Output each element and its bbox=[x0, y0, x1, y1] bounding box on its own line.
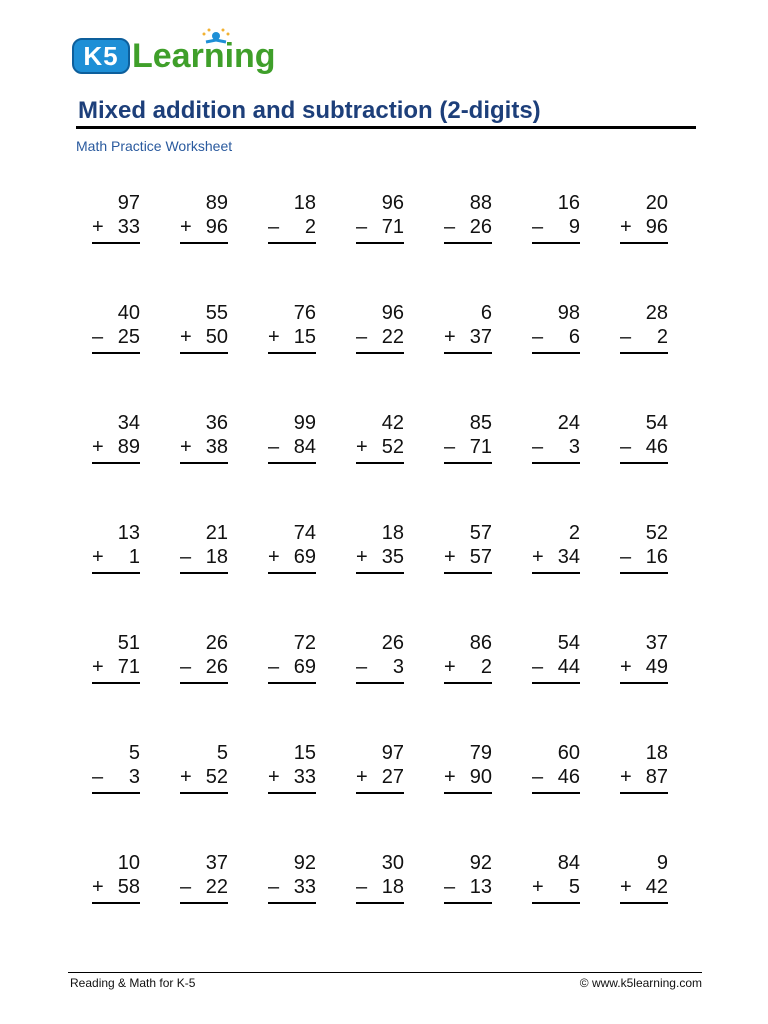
problem bbox=[92, 521, 140, 581]
answer-line bbox=[92, 242, 140, 244]
problem-operator: – bbox=[532, 436, 544, 458]
problem-bottom-number: 90 bbox=[469, 766, 492, 788]
answer-line bbox=[92, 572, 140, 574]
problem-operator: + bbox=[356, 546, 368, 568]
problem-bottom-number: 33 bbox=[117, 216, 140, 238]
answer-line bbox=[356, 352, 404, 354]
problem-operator: + bbox=[92, 546, 104, 568]
problem bbox=[620, 631, 668, 691]
problem bbox=[268, 191, 316, 251]
problem bbox=[268, 411, 316, 471]
problem-bottom-number: 87 bbox=[645, 766, 668, 788]
problem bbox=[92, 411, 140, 471]
answer-line bbox=[356, 902, 404, 904]
problem-operator: – bbox=[356, 656, 368, 678]
problem-bottom-number: 84 bbox=[293, 436, 316, 458]
answer-line bbox=[92, 462, 140, 464]
answer-line bbox=[268, 352, 316, 354]
problem-top-number: 16 bbox=[557, 192, 580, 214]
problem-operator: + bbox=[444, 656, 456, 678]
problem-bottom-number: 71 bbox=[381, 216, 404, 238]
answer-line bbox=[532, 572, 580, 574]
answer-line bbox=[620, 352, 668, 354]
answer-line bbox=[620, 682, 668, 684]
problem-top-number: 18 bbox=[293, 192, 316, 214]
problem bbox=[444, 411, 492, 471]
problem-top-number: 96 bbox=[381, 302, 404, 324]
problem bbox=[180, 301, 228, 361]
problem-operator: – bbox=[180, 656, 192, 678]
problem bbox=[532, 411, 580, 471]
problem bbox=[356, 301, 404, 361]
problem-bottom-number: 25 bbox=[117, 326, 140, 348]
problem-top-number: 51 bbox=[117, 632, 140, 654]
problem bbox=[620, 191, 668, 251]
problem-top-number: 97 bbox=[381, 742, 404, 764]
problem-operator: + bbox=[92, 656, 104, 678]
problem bbox=[444, 191, 492, 251]
answer-line bbox=[180, 902, 228, 904]
problem-bottom-number: 35 bbox=[381, 546, 404, 568]
problem bbox=[620, 741, 668, 801]
problem-top-number: 21 bbox=[205, 522, 228, 544]
problem-bottom-number: 46 bbox=[557, 766, 580, 788]
problem-operator: – bbox=[620, 546, 632, 568]
problem-operator: – bbox=[180, 546, 192, 568]
problem-bottom-number: 46 bbox=[645, 436, 668, 458]
problem-top-number: 30 bbox=[381, 852, 404, 874]
problem-top-number: 40 bbox=[117, 302, 140, 324]
problem bbox=[620, 851, 668, 911]
problem-bottom-number: 18 bbox=[205, 546, 228, 568]
problem bbox=[268, 301, 316, 361]
answer-line bbox=[532, 682, 580, 684]
problem-bottom-number: 33 bbox=[293, 876, 316, 898]
problem-top-number: 76 bbox=[293, 302, 316, 324]
problem-bottom-number: 37 bbox=[469, 326, 492, 348]
problem-bottom-number: 2 bbox=[480, 656, 492, 678]
problem-operator: – bbox=[268, 656, 280, 678]
problem bbox=[92, 741, 140, 801]
answer-line bbox=[92, 352, 140, 354]
answer-line bbox=[356, 462, 404, 464]
problem-top-number: 85 bbox=[469, 412, 492, 434]
problem-top-number: 96 bbox=[381, 192, 404, 214]
problem-bottom-number: 44 bbox=[557, 656, 580, 678]
problem-top-number: 5 bbox=[128, 742, 140, 764]
problem-bottom-number: 52 bbox=[381, 436, 404, 458]
answer-line bbox=[268, 572, 316, 574]
answer-line bbox=[532, 352, 580, 354]
problem-top-number: 52 bbox=[645, 522, 668, 544]
problem-bottom-number: 42 bbox=[645, 876, 668, 898]
problem-operator: – bbox=[268, 436, 280, 458]
title-divider bbox=[76, 126, 696, 129]
problem-top-number: 5 bbox=[216, 742, 228, 764]
problem bbox=[444, 631, 492, 691]
problem-operator: – bbox=[532, 766, 544, 788]
answer-line bbox=[620, 902, 668, 904]
problem-bottom-number: 57 bbox=[469, 546, 492, 568]
problem-bottom-number: 3 bbox=[128, 766, 140, 788]
problem-top-number: 42 bbox=[381, 412, 404, 434]
answer-line bbox=[444, 572, 492, 574]
problem-operator: + bbox=[180, 326, 192, 348]
problem-bottom-number: 33 bbox=[293, 766, 316, 788]
problem-bottom-number: 49 bbox=[645, 656, 668, 678]
problem-operator: – bbox=[444, 216, 456, 238]
problem-operator: – bbox=[268, 216, 280, 238]
problem bbox=[180, 631, 228, 691]
problem-top-number: 99 bbox=[293, 412, 316, 434]
problem-top-number: 55 bbox=[205, 302, 228, 324]
problem-bottom-number: 9 bbox=[568, 216, 580, 238]
problem-bottom-number: 2 bbox=[304, 216, 316, 238]
problem bbox=[180, 741, 228, 801]
problem-operator: – bbox=[444, 876, 456, 898]
problem-top-number: 37 bbox=[205, 852, 228, 874]
problem-top-number: 9 bbox=[656, 852, 668, 874]
problem bbox=[532, 301, 580, 361]
problem bbox=[620, 411, 668, 471]
problem-operator: + bbox=[444, 326, 456, 348]
problem-top-number: 72 bbox=[293, 632, 316, 654]
problem bbox=[92, 851, 140, 911]
problem bbox=[444, 301, 492, 361]
footer-website: © www.k5learning.com bbox=[579, 976, 702, 990]
problem-top-number: 26 bbox=[205, 632, 228, 654]
problem-bottom-number: 13 bbox=[469, 876, 492, 898]
problem-top-number: 74 bbox=[293, 522, 316, 544]
problem-bottom-number: 3 bbox=[392, 656, 404, 678]
problem-top-number: 28 bbox=[645, 302, 668, 324]
logo-k5-badge: K5 bbox=[72, 38, 130, 74]
problem-top-number: 92 bbox=[469, 852, 492, 874]
problem bbox=[92, 631, 140, 691]
problem-top-number: 98 bbox=[557, 302, 580, 324]
problem-bottom-number: 89 bbox=[117, 436, 140, 458]
problem bbox=[356, 851, 404, 911]
problem-operator: – bbox=[532, 216, 544, 238]
problem-bottom-number: 71 bbox=[117, 656, 140, 678]
problem-operator: – bbox=[356, 326, 368, 348]
problem-bottom-number: 96 bbox=[645, 216, 668, 238]
problem-top-number: 20 bbox=[645, 192, 668, 214]
answer-line bbox=[268, 462, 316, 464]
problem-operator: – bbox=[620, 436, 632, 458]
problem-top-number: 18 bbox=[381, 522, 404, 544]
answer-line bbox=[180, 352, 228, 354]
problem-bottom-number: 34 bbox=[557, 546, 580, 568]
problem bbox=[444, 521, 492, 581]
problem-top-number: 84 bbox=[557, 852, 580, 874]
problem-bottom-number: 2 bbox=[656, 326, 668, 348]
problem bbox=[356, 411, 404, 471]
problem bbox=[532, 191, 580, 251]
problem-top-number: 18 bbox=[645, 742, 668, 764]
answer-line bbox=[444, 352, 492, 354]
problem-top-number: 10 bbox=[117, 852, 140, 874]
problem bbox=[356, 741, 404, 801]
problem bbox=[620, 301, 668, 361]
problem-operator: – bbox=[356, 876, 368, 898]
problem-operator: – bbox=[92, 766, 104, 788]
problem-operator: – bbox=[180, 876, 192, 898]
problem-top-number: 86 bbox=[469, 632, 492, 654]
problem-bottom-number: 50 bbox=[205, 326, 228, 348]
problem-top-number: 34 bbox=[117, 412, 140, 434]
answer-line bbox=[356, 242, 404, 244]
answer-line bbox=[180, 792, 228, 794]
k5-learning-logo bbox=[72, 28, 276, 82]
problem bbox=[444, 741, 492, 801]
problem-operator: – bbox=[92, 326, 104, 348]
problem-operator: + bbox=[532, 876, 544, 898]
problem-bottom-number: 15 bbox=[293, 326, 316, 348]
problem-operator: + bbox=[92, 876, 104, 898]
problem-bottom-number: 52 bbox=[205, 766, 228, 788]
problem-operator: + bbox=[532, 546, 544, 568]
problem bbox=[532, 741, 580, 801]
problem-operator: + bbox=[356, 766, 368, 788]
problem-bottom-number: 16 bbox=[645, 546, 668, 568]
problem-bottom-number: 1 bbox=[128, 546, 140, 568]
problem-operator: + bbox=[356, 436, 368, 458]
problem bbox=[180, 411, 228, 471]
problem-bottom-number: 69 bbox=[293, 656, 316, 678]
answer-line bbox=[92, 682, 140, 684]
problem-bottom-number: 71 bbox=[469, 436, 492, 458]
answer-line bbox=[620, 572, 668, 574]
problem-bottom-number: 38 bbox=[205, 436, 228, 458]
page-title: Mixed addition and subtraction (2-digits) bbox=[78, 97, 541, 124]
problem bbox=[356, 631, 404, 691]
problem-operator: + bbox=[620, 216, 632, 238]
problem-operator: + bbox=[92, 436, 104, 458]
answer-line bbox=[444, 902, 492, 904]
answer-line bbox=[268, 242, 316, 244]
problem-top-number: 13 bbox=[117, 522, 140, 544]
answer-line bbox=[180, 572, 228, 574]
answer-line bbox=[532, 902, 580, 904]
problem-top-number: 57 bbox=[469, 522, 492, 544]
problem bbox=[268, 851, 316, 911]
logo-wordmark: Learning bbox=[132, 37, 276, 75]
problem-operator: + bbox=[620, 766, 632, 788]
answer-line bbox=[444, 792, 492, 794]
problem-operator: – bbox=[532, 656, 544, 678]
problem bbox=[180, 851, 228, 911]
answer-line bbox=[180, 242, 228, 244]
answer-line bbox=[268, 682, 316, 684]
problem bbox=[268, 521, 316, 581]
answer-line bbox=[620, 792, 668, 794]
problem bbox=[268, 741, 316, 801]
answer-line bbox=[180, 682, 228, 684]
answer-line bbox=[92, 792, 140, 794]
answer-line bbox=[356, 792, 404, 794]
answer-line bbox=[444, 682, 492, 684]
problem bbox=[532, 851, 580, 911]
problem bbox=[620, 521, 668, 581]
answer-line bbox=[620, 242, 668, 244]
problem bbox=[356, 521, 404, 581]
problem-bottom-number: 18 bbox=[381, 876, 404, 898]
problem-operator: – bbox=[444, 436, 456, 458]
problem-top-number: 26 bbox=[381, 632, 404, 654]
problem-top-number: 79 bbox=[469, 742, 492, 764]
problem-operator: + bbox=[180, 216, 192, 238]
problem-operator: + bbox=[268, 546, 280, 568]
problem-operator: – bbox=[620, 326, 632, 348]
answer-line bbox=[532, 462, 580, 464]
problem-bottom-number: 58 bbox=[117, 876, 140, 898]
problem-operator: + bbox=[180, 436, 192, 458]
problem bbox=[532, 631, 580, 691]
problem-top-number: 92 bbox=[293, 852, 316, 874]
problem bbox=[180, 191, 228, 251]
problem-bottom-number: 6 bbox=[568, 326, 580, 348]
problem bbox=[92, 191, 140, 251]
problem-operator: + bbox=[268, 326, 280, 348]
problem-top-number: 37 bbox=[645, 632, 668, 654]
problem-bottom-number: 3 bbox=[568, 436, 580, 458]
problem-top-number: 24 bbox=[557, 412, 580, 434]
problem-top-number: 60 bbox=[557, 742, 580, 764]
problem-bottom-number: 22 bbox=[381, 326, 404, 348]
answer-line bbox=[268, 902, 316, 904]
problem-bottom-number: 22 bbox=[205, 876, 228, 898]
problem-bottom-number: 27 bbox=[381, 766, 404, 788]
problem-operator: + bbox=[444, 766, 456, 788]
problem bbox=[180, 521, 228, 581]
problem-operator: + bbox=[620, 876, 632, 898]
problem-bottom-number: 26 bbox=[205, 656, 228, 678]
problem-top-number: 36 bbox=[205, 412, 228, 434]
problem-top-number: 88 bbox=[469, 192, 492, 214]
problem-operator: – bbox=[268, 876, 280, 898]
answer-line bbox=[180, 462, 228, 464]
answer-line bbox=[532, 242, 580, 244]
problem-top-number: 15 bbox=[293, 742, 316, 764]
answer-line bbox=[444, 462, 492, 464]
problem-operator: + bbox=[444, 546, 456, 568]
problem-top-number: 89 bbox=[205, 192, 228, 214]
answer-line bbox=[444, 242, 492, 244]
problem-top-number: 6 bbox=[480, 302, 492, 324]
answer-line bbox=[268, 792, 316, 794]
answer-line bbox=[532, 792, 580, 794]
problem-bottom-number: 5 bbox=[568, 876, 580, 898]
answer-line bbox=[92, 902, 140, 904]
problem-operator: + bbox=[268, 766, 280, 788]
problem bbox=[92, 301, 140, 361]
answer-line bbox=[620, 462, 668, 464]
problem-top-number: 2 bbox=[568, 522, 580, 544]
problem-operator: – bbox=[356, 216, 368, 238]
problem bbox=[532, 521, 580, 581]
problem-operator: + bbox=[92, 216, 104, 238]
problem bbox=[356, 191, 404, 251]
problem-top-number: 97 bbox=[117, 192, 140, 214]
problem bbox=[444, 851, 492, 911]
page-subtitle: Math Practice Worksheet bbox=[76, 138, 233, 154]
answer-line bbox=[356, 682, 404, 684]
problem-top-number: 54 bbox=[645, 412, 668, 434]
problem-operator: + bbox=[620, 656, 632, 678]
footer-divider bbox=[68, 972, 702, 973]
problem-bottom-number: 26 bbox=[469, 216, 492, 238]
footer-tagline: Reading & Math for K-5 bbox=[70, 976, 196, 990]
problem-top-number: 54 bbox=[557, 632, 580, 654]
problem bbox=[268, 631, 316, 691]
problem-bottom-number: 96 bbox=[205, 216, 228, 238]
answer-line bbox=[356, 572, 404, 574]
problem-bottom-number: 69 bbox=[293, 546, 316, 568]
problem-operator: – bbox=[532, 326, 544, 348]
problem-operator: + bbox=[180, 766, 192, 788]
